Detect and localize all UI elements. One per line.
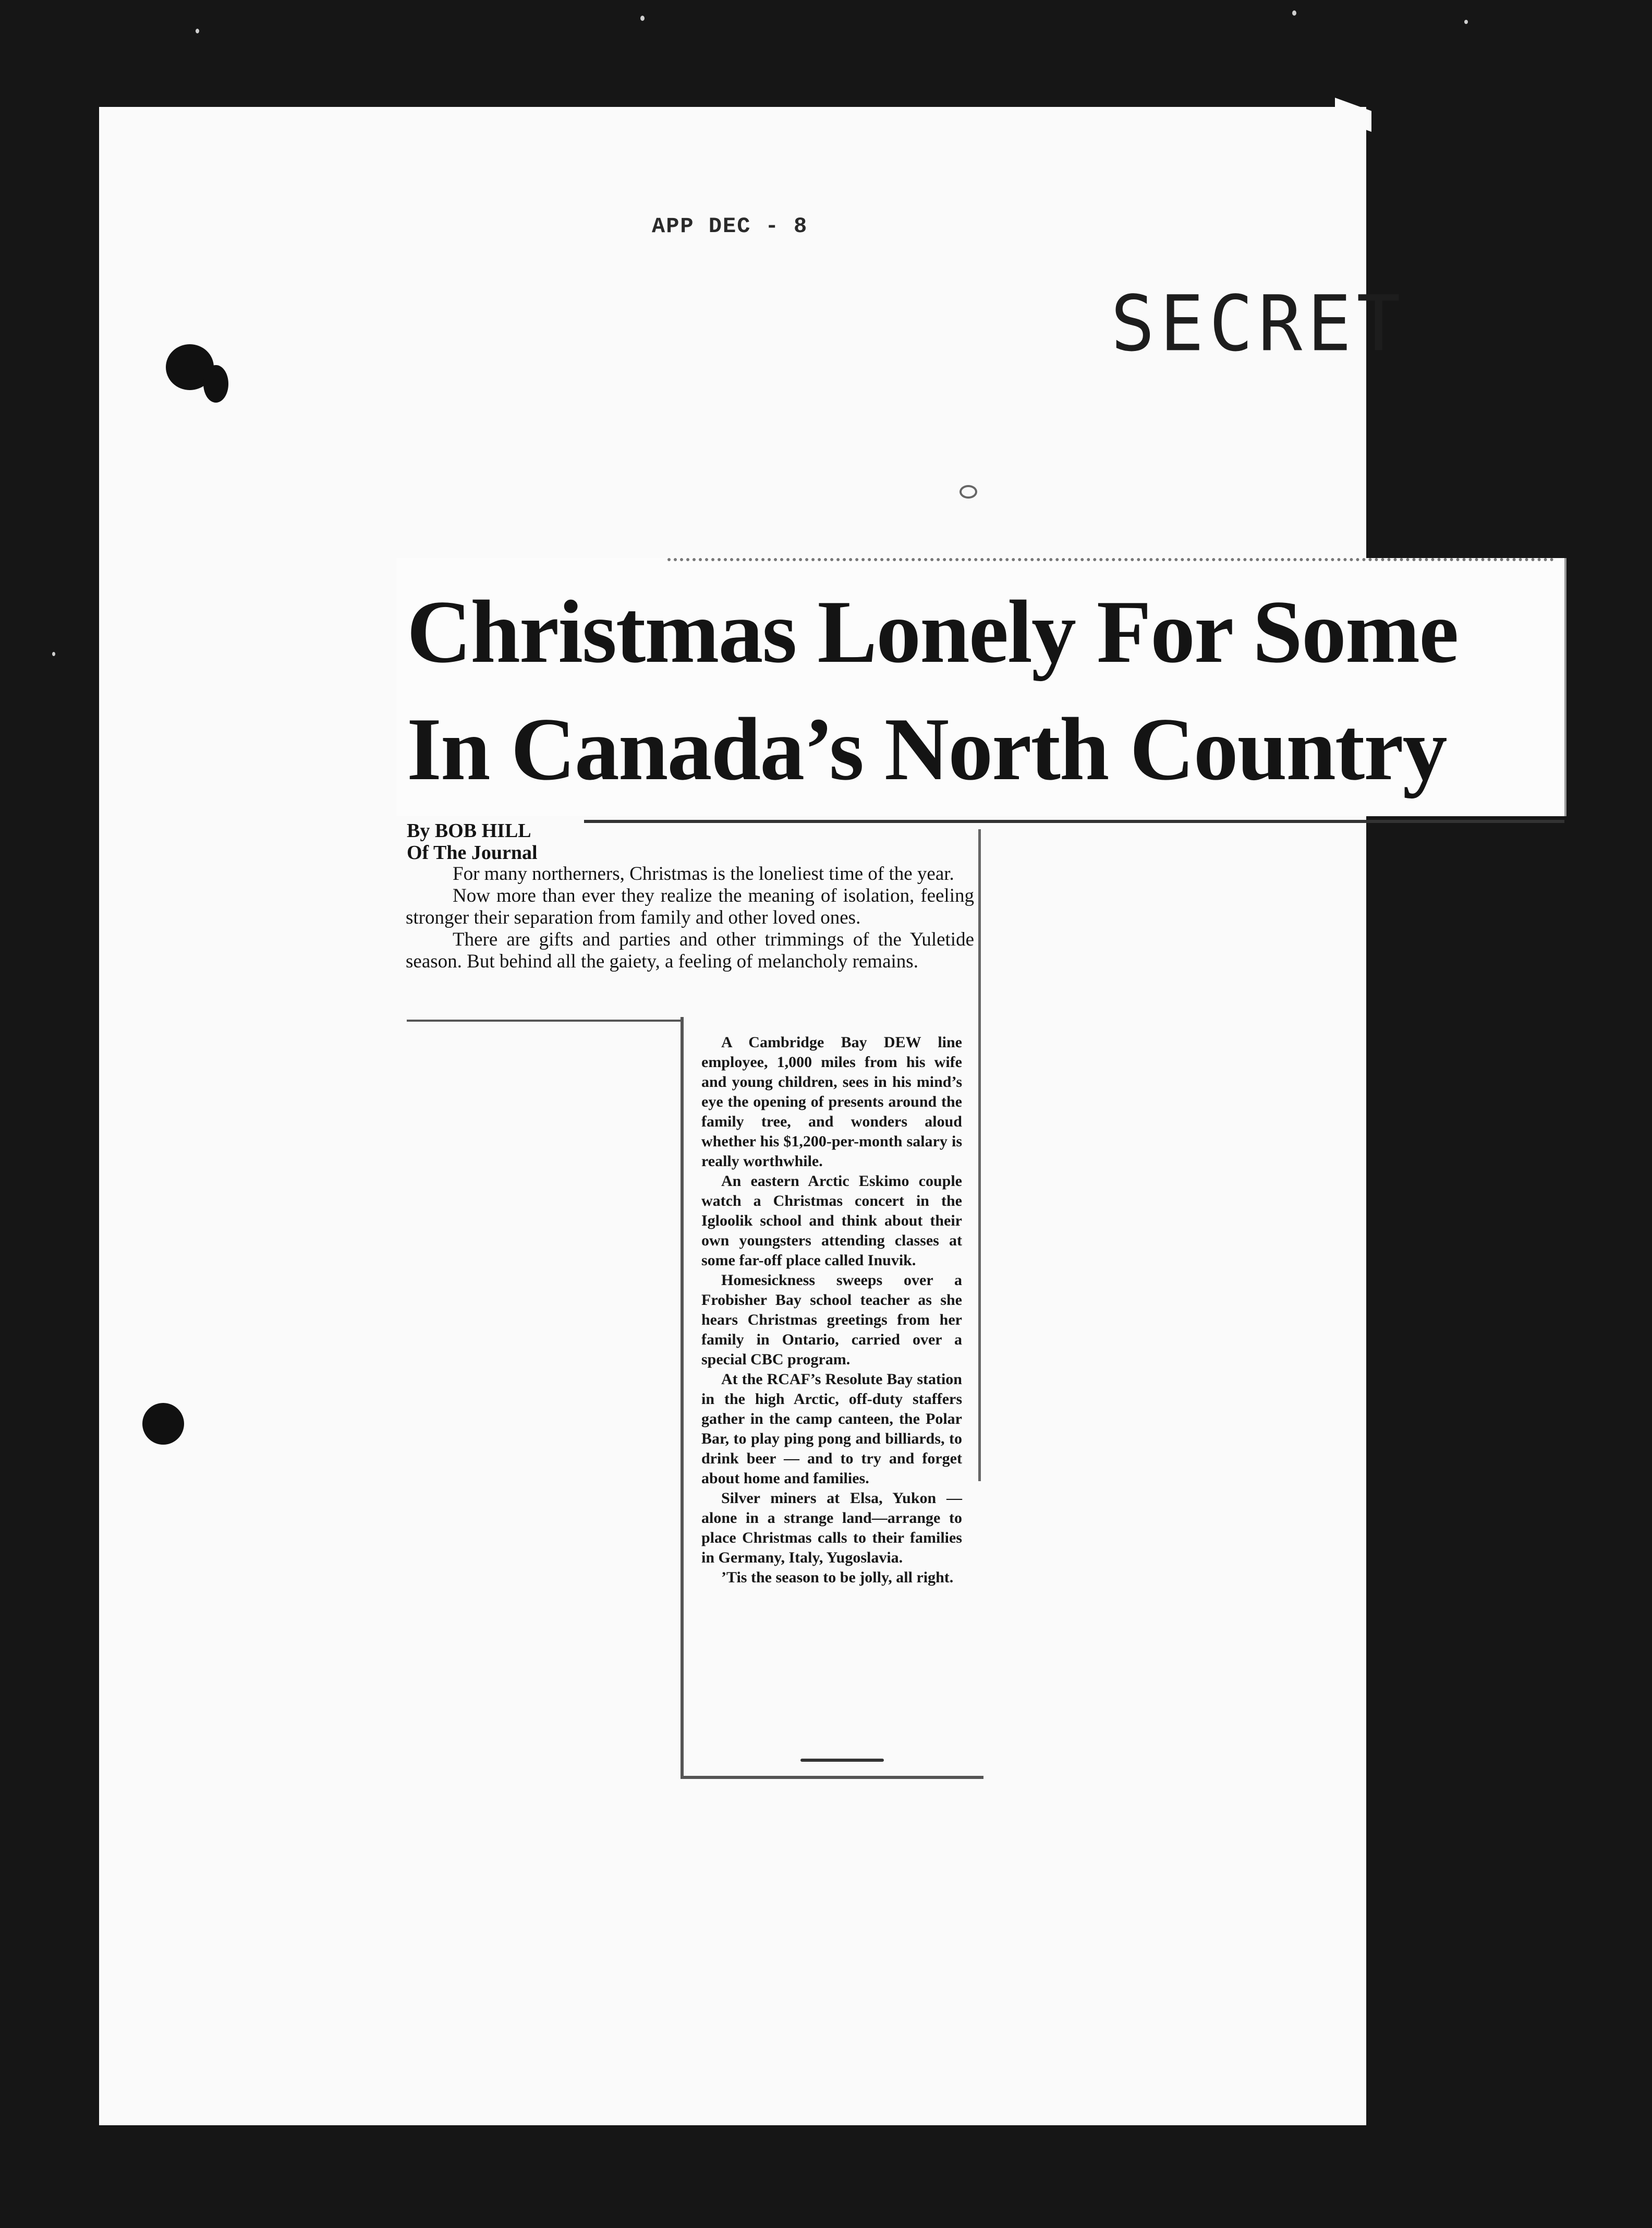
document-header: APP DEC - 8 [652, 214, 808, 239]
dust-speck [52, 652, 55, 656]
cut-line [407, 1020, 683, 1022]
dust-speck [1292, 10, 1296, 16]
end-mark [800, 1759, 884, 1762]
article-column [701, 1033, 962, 1588]
paragraph: Silver miners at Elsa, Yukon — alone in a strange land—arrange to place Christmas calls to their families in Germany, Italy, Yugoslavia. [701, 1490, 962, 1566]
paper-mark [959, 485, 977, 499]
paragraph: Now more than ever they realize the meaning of isolation, feeling stronger their separation from family and other loved ones. [406, 885, 974, 928]
headline-line-1: Christmas Lonely For Some [407, 583, 1458, 682]
punch-hole [203, 365, 228, 403]
headline-line-2: In Canada’s North Country [407, 700, 1447, 799]
paragraph: An eastern Arctic Eskimo couple watch a Christmas concert in the Igloolik school and think about their own youngsters attending classes at some far-off place called Inuvik. [701, 1172, 962, 1269]
clipping-edge [667, 558, 1554, 570]
dust-speck [640, 16, 645, 21]
dust-speck [196, 29, 199, 33]
headline-clipping [396, 558, 1566, 816]
headline [407, 574, 1559, 808]
headline-rule [584, 820, 1564, 823]
secret-stamp: SECRET [1111, 279, 1406, 369]
punch-hole [142, 1403, 184, 1445]
byline [407, 820, 647, 864]
byline-author: By BOB HILL [407, 820, 531, 842]
paragraph: A Cambridge Bay DEW line employee, 1,000 miles from his wife and young children, sees in his mind’s eye the opening of presents around the family tree, and wonders aloud whether his $1,200-per-month salary is really worthwhile. [701, 1034, 962, 1170]
lead-text [406, 863, 974, 973]
paragraph: For many northerners, Christmas is the loneliest time of the year. [453, 863, 954, 885]
column-cut-line [978, 829, 981, 1481]
paragraph: ’Tis the season to be jolly, all right. [721, 1569, 954, 1586]
paragraph: Homesickness sweeps over a Frobisher Bay school teacher as she hears Christmas greetings from her family in Ontario, carried over a special CBC program. [701, 1272, 962, 1368]
paragraph: There are gifts and parties and other trimmings of the Yuletide season. But behind all the gaiety, a feeling of melancholy remains. [406, 929, 974, 972]
dust-speck [1464, 20, 1468, 24]
byline-paper: Of The Journal [407, 842, 538, 864]
paragraph: At the RCAF’s Resolute Bay station in the high Arctic, off-duty staffers gather in the camp canteen, the Polar Bar, to play ping pong and billiards, to drink beer — and to try and forget about home and families. [701, 1371, 962, 1487]
